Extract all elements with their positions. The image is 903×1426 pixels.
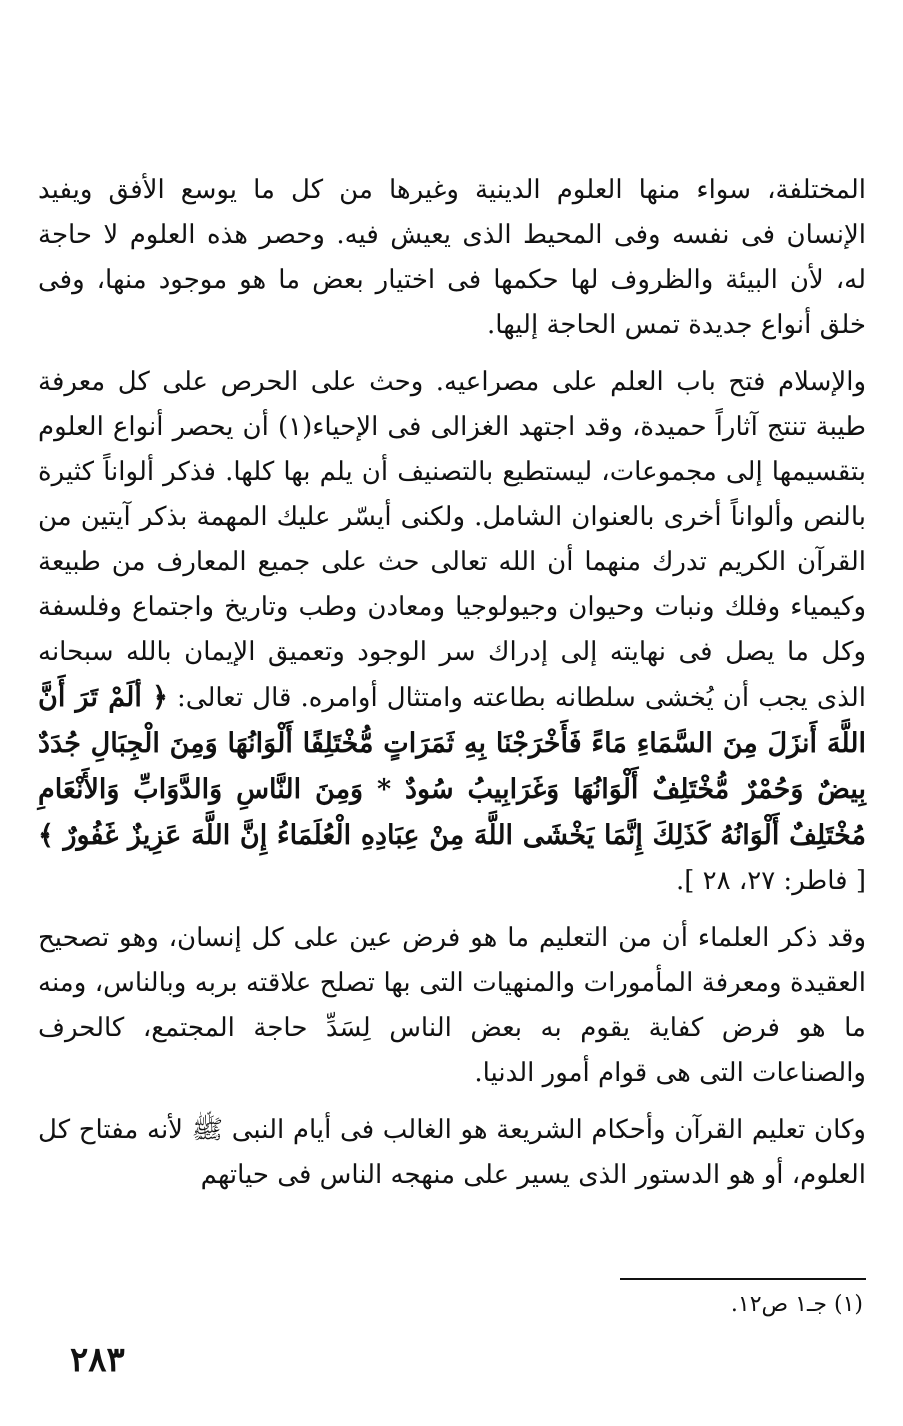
quran-verse: ﴿ ألَمْ تَرَ أَنَّ اللَّهَ أَنزَلَ مِنَ السَّمَاءِ مَاءً فَأَخْرَجْنَا بِهِ ثَمَرَاتٍ مُّخْتَلِفًا أَلْوَانُهَا وَمِنَ الْجِبَالِ جُدَدٌ بِيضٌ وَحُمْرٌ مُّخْتَلِفٌ أَلْوَانُهَا وَغَرَابِيبُ سُودٌ * وَمِنَ النَّاسِ وَالدَّوَابِّ وَالأَنْعَامِ مُخْتَلِفٌ أَلْوَانُهُ كَذَلِكَ إِنَّمَا يَخْشَى اللَّهَ مِنْ عِبَادِهِ الْعُلَمَاءُ إِنَّ اللَّهَ عَزِيزٌ غَفُورٌ ﴾ — [38, 682, 866, 851]
paragraph-2 — [38, 360, 866, 904]
paragraph-3: وقد ذكر العلماء أن من التعليم ما هو فرض عين على كل إنسان، وهو تصحيح العقيدة ومعرفة المأمورات والمنهيات التى بها تصلح علاقته بربه وبالناس، ومنه ما هو فرض كفاية يقوم به بعض الناس لِسَدِّ حاجة المجتمع، كالحرف والصناعات التى هى قوام أمور الدنيا. — [38, 923, 866, 1088]
footnote-divider — [620, 1278, 866, 1280]
page-body — [38, 168, 866, 1198]
paragraph-1: المختلفة، سواء منها العلوم الدينية وغيرها من كل ما يوسع الأفق ويفيد الإنسان فى نفسه وفى المحيط الذى يعيش فيه. وحصر هذه العلوم لا حاجة له، لأن البيئة والظروف لها حكمها فى اختيار بعض ما هو موجود منها، وفى خلق أنواع جديدة تمس الحاجة إليها. — [38, 175, 866, 340]
paragraph-4: وكان تعليم القرآن وأحكام الشريعة هو الغالب فى أيام النبى ﷺ لأنه مفتاح كل العلوم، أو هو الدستور الذى يسير على منهجه الناس فى حياتهم — [38, 1115, 866, 1190]
paragraph-2-text: والإسلام فتح باب العلم على مصراعيه. وحث على الحرص على كل معرفة طيبة تنتج آثاراً حميدة، وقد اجتهد الغزالى فى الإحياء(١) أن يحصر أنواع العلوم بتقسيمها إلى مجموعات، ليستطيع بالتصنيف أن يلم بها كلها. فذكر ألواناً كثيرة بالنص وألواناً أخرى بالعنوان الشامل. ولكنى أيسّر عليك المهمة بذكر آيتين من القرآن الكريم تدرك منهما أن الله تعالى حث على جميع المعارف من طبيعة وكيمياء وفلك ونبات وحيوان وجيولوجيا ومعادن وطب وتاريخ واجتماع وفلسفة وكل ما يصل فى نهايته إلى إدراك سر الوجود وتعميق الإيمان بالله سبحانه الذى يجب أن يُخشى سلطانه بطاعته وامتثال أوامره. قال تعالى: — [38, 367, 866, 713]
footnote: (١) جـ١ ص١٢. — [730, 1292, 863, 1317]
verse-citation: [ فاطر: ٢٧، ٢٨ ]. — [675, 866, 866, 896]
page-number: ٢٨٣ — [70, 1340, 125, 1380]
